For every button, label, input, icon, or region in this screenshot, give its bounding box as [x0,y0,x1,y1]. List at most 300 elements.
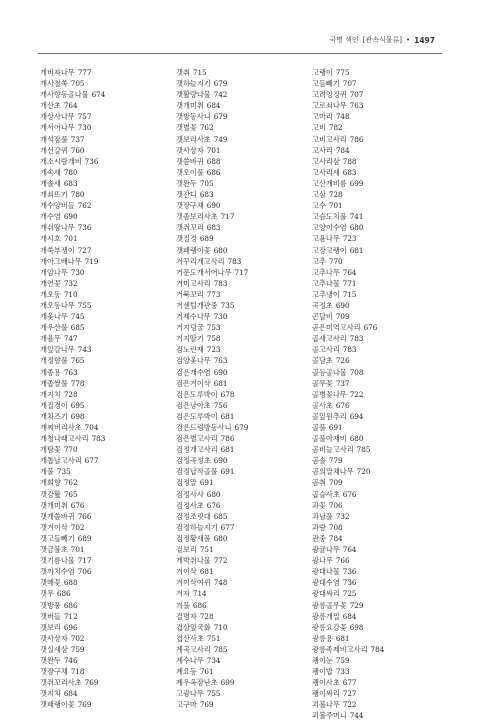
index-entry [312,111,442,122]
entry-term: 광나무 [312,556,333,566]
entry-term: 개잎갈나무 [40,345,75,355]
entry-page: 681 [349,245,364,255]
index-entry [40,544,170,555]
index-entry [312,422,442,433]
entry-term: 겉보리 [176,545,197,555]
entry-term: 겨자 [176,589,190,599]
entry-term: 갯지치 [40,689,61,699]
entry-term: 갯개미취 [40,500,68,510]
index-entry [176,477,306,488]
index-entry [312,699,442,710]
entry-term: 거미고사리 [176,278,211,288]
entry-term: 갯금불초 [40,545,68,555]
entry-term: 개석잠풀 [40,134,68,144]
entry-page: 715 [342,289,357,299]
entry-page: 686 [56,589,71,599]
entry-page: 780 [70,190,85,200]
index-entry [312,655,442,666]
entry-term: 검정개고사리 [176,445,218,455]
index-entry [176,222,306,233]
index-entry [176,100,306,111]
index-entry [40,622,170,633]
index-entry [312,378,442,389]
index-entry [176,566,306,577]
entry-term: 고슴도치풀 [312,212,347,222]
index-entry [176,78,306,89]
entry-term: 거문도개서어나무 [176,267,232,277]
index-entry [176,633,306,644]
entry-page: 746 [63,655,78,665]
entry-page: 757 [77,112,92,122]
entry-term: 검정사사 [176,489,204,499]
entry-term: 곰비늘고사리 [312,445,354,455]
entry-page: 770 [328,256,343,266]
index-entry [176,233,306,244]
index-entry [176,211,306,222]
entry-term: 갯쥐꼬리사초 [40,678,82,688]
index-entry [40,444,170,455]
header-rule [38,53,442,54]
entry-term: 광대나물 [312,567,340,577]
entry-page: 743 [77,345,92,355]
entry-term: 과랑 [312,522,326,532]
entry-term: 고들빼기 [312,79,340,89]
entry-page: 684 [342,611,357,621]
entry-term: 검은겨이삭 [176,378,211,388]
entry-page: 751 [206,633,221,643]
entry-page: 729 [349,600,364,610]
index-entry [312,577,442,588]
entry-page: 679 [234,423,249,432]
entry-page: 745 [70,312,85,322]
entry-term: 갯개미취 [176,101,204,111]
entry-page: 707 [349,90,364,100]
entry-term: 거지딸기 [176,334,204,344]
entry-page: 783 [91,434,106,444]
entry-term: 광귤나무 [312,545,340,555]
index-entry [312,511,442,522]
entry-term: 괭이싸리 [312,689,340,699]
entry-term: 갯잔디 [176,190,197,200]
index-entry [312,633,442,644]
index-entry [40,466,170,477]
entry-page: 727 [77,245,92,255]
entry-page: 786 [220,434,235,444]
entry-term: 개서어나무 [40,123,75,133]
entry-page: 677 [220,522,235,532]
entry-page: 686 [192,600,207,610]
entry-page: 762 [77,201,92,211]
index-entry [312,267,442,278]
entry-page: 741 [349,212,364,222]
entry-page: 782 [328,123,343,133]
entry-page: 720 [356,467,371,477]
entry-page: 676 [363,323,378,333]
index-entry [176,500,306,511]
entry-page: 686 [63,600,78,610]
entry-page: 696 [63,622,78,632]
entry-page: 726 [335,356,350,366]
index-entry [176,533,306,544]
index-entry [176,400,306,411]
entry-page: 748 [213,578,228,588]
entry-term: 곡정초 [312,300,333,310]
entry-term: 개탐꽃 [40,445,61,455]
entry-term: 검정하늘지기 [176,522,218,532]
entry-page: 763 [213,356,228,366]
index-entry [312,145,442,156]
index-entry [176,200,306,211]
entry-page: 680 [206,489,221,499]
index-entry [176,178,306,189]
entry-page: 755 [77,300,92,310]
entry-page: 679 [213,79,228,89]
index-entry [40,367,170,378]
entry-term: 괭이눈 [312,655,333,665]
entry-term: 갯장구채 [176,201,204,211]
entry-term: 갯오이풀 [176,167,204,177]
index-entry [312,344,442,355]
entry-page: 710 [213,622,228,632]
index-entry [312,122,442,133]
entry-page: 766 [335,556,350,566]
entry-page: 683 [63,178,78,188]
entry-term: 갯질경 [176,234,197,244]
entry-page: 727 [342,689,357,699]
entry-term: 고로쇠나무 [312,101,347,111]
index-entry [40,256,170,267]
index-entry [176,511,306,522]
entry-page: 705 [70,79,85,89]
entry-term: 고장고랭이 [312,245,347,255]
index-entry [176,544,306,555]
entry-term: 개시호 [40,234,61,244]
entry-term: 갯고들빼기 [40,533,75,543]
entry-term: 곰의말채나무 [312,467,354,477]
entry-page: 690 [213,367,228,377]
index-entry [40,422,170,433]
index-entry [312,411,442,422]
index-column-1 [40,67,170,710]
entry-page: 702 [70,633,85,643]
index-column-3 [312,67,442,722]
index-entry [176,145,306,156]
entry-term: 과남풀 [312,511,333,521]
entry-term: 골담초 [312,356,333,366]
entry-page: 691 [199,478,214,488]
entry-page: 705 [199,178,214,188]
index-entry [176,67,306,78]
page-number: 1497 [414,35,435,45]
index-entry [176,699,306,710]
index-entry [40,688,170,699]
index-entry [312,367,442,378]
entry-page: 762 [199,123,214,133]
index-entry [176,455,306,466]
entry-term: 개풀 [40,467,54,477]
entry-term: 검은별고사리 [176,434,218,444]
entry-term: 고사리새 [312,167,340,177]
index-entry [312,389,442,400]
entry-page: 717 [234,267,249,277]
index-entry [40,633,170,644]
entry-page: 775 [335,68,350,77]
index-entry [176,378,306,389]
entry-term: 개찌버리사초 [40,423,82,432]
entry-page: 699 [349,178,364,188]
entry-page: 736 [84,156,99,166]
entry-term: 괴불주머니 [312,711,347,721]
entry-term: 검양옻나무 [176,356,211,366]
index-entry [40,78,170,89]
index-entry [40,566,170,577]
entry-term: 갯메꽃 [40,578,61,588]
entry-term: 고랭이 [312,68,333,77]
index-entry [176,344,306,355]
index-entry [176,422,306,433]
index-entry [176,444,306,455]
index-entry [176,522,306,533]
entry-page: 755 [206,689,221,699]
entry-term: 갯까치수염 [40,567,75,577]
index-entry [312,300,442,311]
index-entry [40,67,170,78]
entry-page: 717 [77,556,92,566]
entry-term: 개사철쑥 [40,79,68,89]
section-subtitle: [관속식물류] [362,36,402,44]
entry-term: 검은개수염 [176,367,211,377]
entry-page: 691 [328,423,343,432]
entry-term: 광릉골무꽃 [312,600,347,610]
entry-page: 677 [84,456,99,466]
entry-page: 780 [63,167,78,177]
index-entry [176,189,306,200]
entry-term: 갯취 [176,68,190,77]
entry-page: 718 [70,667,85,677]
entry-term: 골사초 [312,400,333,410]
index-entry [312,189,442,200]
entry-page: 735 [220,300,235,310]
entry-term: 고비고사리 [312,134,347,144]
entry-page: 681 [220,411,235,421]
index-entry [40,200,170,211]
index-entry [40,400,170,411]
index-entry [312,311,442,322]
entry-page: 688 [63,578,78,588]
entry-page: 681 [220,445,235,455]
entry-term: 개비자나무 [40,68,75,77]
entry-page: 730 [70,267,85,277]
entry-term: 곰솔 [312,456,326,466]
entry-term: 고사리삼 [312,156,340,166]
entry-term: 갯사상자 [40,633,68,643]
entry-term: 겹삼잎국화 [176,622,211,632]
entry-term: 계수나무 [176,655,204,665]
index-entry [176,156,306,167]
entry-page: 681 [335,633,350,643]
index-entry [176,666,306,677]
index-entry [40,555,170,566]
entry-term: 검정사초 [176,500,204,510]
entry-page: 785 [213,644,228,654]
index-entry [312,200,442,211]
entry-page: 678 [220,389,235,399]
entry-term: 골풀 [312,423,326,432]
entry-page: 736 [77,223,92,233]
entry-page: 732 [335,511,350,521]
entry-term: 고삼 [312,190,326,200]
entry-term: 검정황새풀 [176,533,211,543]
entry-page: 762 [63,478,78,488]
index-entry [176,644,306,655]
entry-page: 695 [70,400,85,410]
index-entry [40,145,170,156]
entry-term: 개질경이 [40,400,68,410]
entry-term: 갯사상자 [176,145,204,155]
entry-term: 곤달비 [312,312,333,322]
entry-page: 676 [335,400,350,410]
entry-page: 701 [70,545,85,555]
entry-page: 744 [349,711,364,721]
entry-term: 광릉족제비고사리 [312,644,368,654]
entry-term: 고구마 [176,700,197,710]
index-entry [40,211,170,222]
entry-page: 770 [63,445,78,455]
index-entry [312,433,442,444]
index-entry [176,655,306,666]
index-entry [40,311,170,322]
entry-page: 786 [349,134,364,144]
entry-term: 개정향풀 [40,356,68,366]
index-entry [176,300,306,311]
entry-term: 검정말 [176,478,197,488]
entry-page: 758 [206,334,221,344]
entry-page: 769 [199,700,214,710]
entry-page: 686 [206,167,221,177]
entry-term: 개솔새 [40,178,61,188]
index-column-2 [176,67,306,710]
index-entry [40,655,170,666]
index-entry [40,289,170,300]
entry-page: 709 [328,478,343,488]
entry-page: 763 [349,101,364,111]
entry-term: 개쑥부쟁이 [40,245,75,255]
entry-term: 개쉬땅나무 [40,223,75,233]
entry-page: 715 [192,68,207,77]
entry-page: 742 [213,90,228,100]
entry-page: 728 [199,611,214,621]
entry-term: 광대수염 [312,578,340,588]
section-title: 국명 색인 [329,36,359,44]
index-entry [312,233,442,244]
entry-term: 거센털개관중 [176,300,218,310]
entry-page: 778 [70,378,85,388]
entry-term: 계우옥잠난초 [176,678,218,688]
entry-page: 685 [70,323,85,333]
entry-page: 765 [63,489,78,499]
entry-term: 갯장구채 [40,667,68,677]
entry-page: 694 [349,411,364,421]
entry-term: 고려엉겅퀴 [312,90,347,100]
entry-term: 개사향등골나물 [40,90,89,100]
entry-page: 690 [213,456,228,466]
index-entry [176,433,306,444]
entry-term: 거꾸리개고사리 [176,256,225,266]
entry-page: 684 [63,689,78,699]
entry-term: 개수양버들 [40,201,75,211]
entry-page: 680 [349,434,364,444]
entry-page: 698 [70,411,85,421]
entry-term: 고욤나무 [312,234,340,244]
entry-page: 773 [206,289,221,299]
entry-term: 고추나물 [312,278,340,288]
index-entry [312,710,442,721]
index-entry [176,588,306,599]
entry-term: 검은낭아초 [176,400,211,410]
entry-page: 714 [192,589,207,599]
entry-page: 777 [77,68,92,77]
index-entry [40,355,170,366]
entry-page: 749 [213,134,228,144]
entry-term: 광릉요강꽃 [312,622,347,632]
index-entry [312,644,442,655]
index-entry [40,156,170,167]
index-entry [40,600,170,611]
entry-term: 갯버들 [40,611,61,621]
entry-term: 검노린재 [176,345,204,355]
entry-page: 712 [63,611,78,621]
entry-term: 광릉용 [312,633,333,643]
entry-page: 766 [77,511,92,521]
index-entry [312,256,442,267]
entry-term: 곱슬사초 [312,489,340,499]
entry-page: 704 [84,423,99,432]
entry-page: 677 [342,678,357,688]
entry-page: 691 [220,467,235,477]
entry-term: 갯개씀바귀 [40,511,75,521]
entry-term: 개속새 [40,167,61,177]
entry-term: 계곡고사리 [176,644,211,654]
entry-term: 고광나무 [176,689,204,699]
index-entry [40,533,170,544]
entry-page: 722 [342,700,357,710]
entry-term: 고양이수염 [312,223,347,233]
entry-page: 788 [342,156,357,166]
index-entry [312,555,442,566]
index-entry [312,566,442,577]
entry-page: 728 [328,190,343,200]
entry-term: 골고사리 [312,345,340,355]
index-entry [40,178,170,189]
entry-term: 곰취 [312,478,326,488]
entry-page: 710 [63,289,78,299]
index-entry [40,189,170,200]
entry-page: 764 [63,101,78,111]
entry-term: 갯쥐꼬리 [176,223,204,233]
index-entry [176,367,306,378]
entry-term: 개좁쌀풀 [40,378,68,388]
index-entry [40,89,170,100]
entry-page: 748 [335,112,350,122]
index-entry [176,622,306,633]
entry-term: 골무꽃 [312,378,333,388]
index-entry [176,355,306,366]
index-entry [312,134,442,145]
entry-term: 갯보리사초 [176,134,211,144]
entry-page: 769 [77,700,92,710]
index-entry [40,378,170,389]
entry-page: 737 [70,134,85,144]
